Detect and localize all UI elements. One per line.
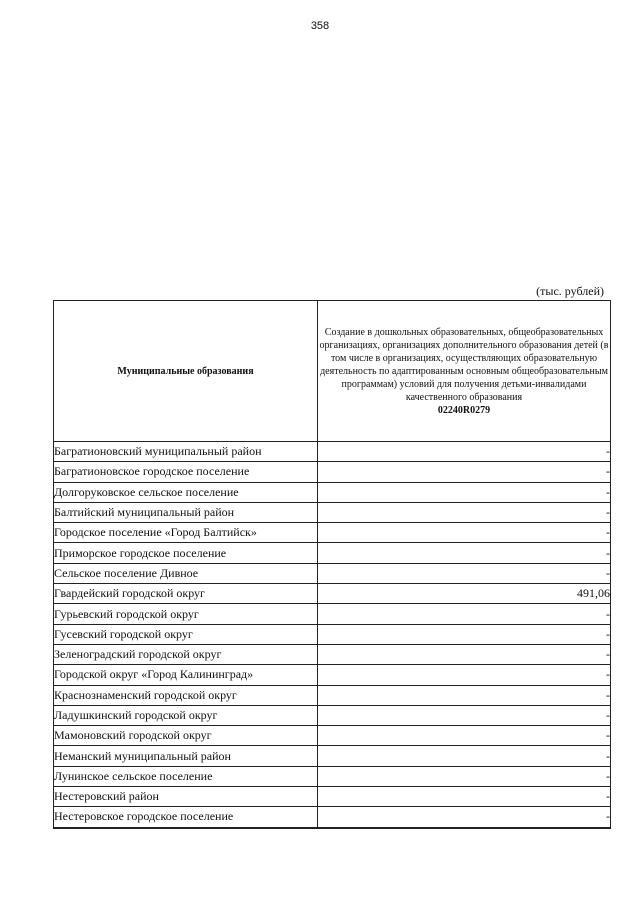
municipality-name: Гвардейский городской округ xyxy=(54,584,318,604)
table-row xyxy=(54,462,611,482)
amount-value: - xyxy=(318,442,611,462)
amount-value: - xyxy=(318,502,611,522)
amount-value: - xyxy=(318,766,611,786)
municipality-name: Нестеровский район xyxy=(54,787,318,807)
amount-value: - xyxy=(318,563,611,583)
municipality-name: Нестеровское городское поселение xyxy=(54,807,318,828)
municipality-name: Багратионовский муниципальный район xyxy=(54,442,318,462)
table-row xyxy=(54,482,611,502)
table-row xyxy=(54,685,611,705)
amount-value: - xyxy=(318,624,611,644)
table-row xyxy=(54,523,611,543)
municipality-name: Приморское городское поселение xyxy=(54,543,318,563)
amount-value: 491,06 xyxy=(318,584,611,604)
table-row xyxy=(54,624,611,644)
municipality-name: Гусевский городской округ xyxy=(54,624,318,644)
header-column-title: Создание в дошкольных образовательных, общеобразовательных организациях, организациях дополнительного образования детей (в том числе в организациях, осуществляющих образовательную деятельность по адаптированным основным общеобразовательным программам) условий для получения детьми-инвалидами качественного образования xyxy=(319,326,609,403)
table-row xyxy=(54,543,611,563)
table-row xyxy=(54,787,611,807)
amount-value: - xyxy=(318,604,611,624)
table-row xyxy=(54,807,611,828)
table-header-row xyxy=(54,301,611,442)
table-row xyxy=(54,604,611,624)
amount-value: - xyxy=(318,746,611,766)
amount-value: - xyxy=(318,726,611,746)
page-number: 358 xyxy=(310,20,330,32)
amount-value: - xyxy=(318,462,611,482)
table-row xyxy=(54,746,611,766)
amount-value: - xyxy=(318,644,611,664)
municipality-name: Лунинское сельское поселение xyxy=(54,766,318,786)
table-row xyxy=(54,563,611,583)
table-row xyxy=(54,705,611,725)
municipality-name: Городской округ «Город Калининград» xyxy=(54,665,318,685)
municipality-name: Зеленоградский городской округ xyxy=(54,644,318,664)
table-row xyxy=(54,766,611,786)
table-row xyxy=(54,665,611,685)
amount-value: - xyxy=(318,807,611,828)
amount-value: - xyxy=(318,787,611,807)
table-row xyxy=(54,726,611,746)
municipality-name: Ладушкинский городской округ xyxy=(54,705,318,725)
municipality-name: Городское поселение «Город Балтийск» xyxy=(54,523,318,543)
table-row xyxy=(54,442,611,462)
municipality-name: Багратионовское городское поселение xyxy=(54,462,318,482)
budget-table xyxy=(53,300,611,829)
municipality-name: Долгоруковское сельское поселение xyxy=(54,482,318,502)
table-row xyxy=(54,584,611,604)
header-subsidy-column xyxy=(318,301,611,442)
municipality-name: Мамоновский городской округ xyxy=(54,726,318,746)
amount-value: - xyxy=(318,685,611,705)
header-municipalities: Муниципальные образования xyxy=(54,301,318,442)
municipality-name: Неманский муниципальный район xyxy=(54,746,318,766)
table-row xyxy=(54,502,611,522)
amount-value: - xyxy=(318,665,611,685)
municipality-name: Балтийский муниципальный район xyxy=(54,502,318,522)
amount-value: - xyxy=(318,543,611,563)
table-body xyxy=(54,442,611,828)
municipality-name: Гурьевский городской округ xyxy=(54,604,318,624)
municipality-name: Сельское поселение Дивное xyxy=(54,563,318,583)
amount-value: - xyxy=(318,523,611,543)
units-label: (тыс. рублей) xyxy=(536,284,604,298)
municipality-name: Краснознаменский городской округ xyxy=(54,685,318,705)
amount-value: - xyxy=(318,705,611,725)
header-budget-code: 02240R0279 xyxy=(437,404,491,416)
amount-value: - xyxy=(318,482,611,502)
table-row xyxy=(54,644,611,664)
